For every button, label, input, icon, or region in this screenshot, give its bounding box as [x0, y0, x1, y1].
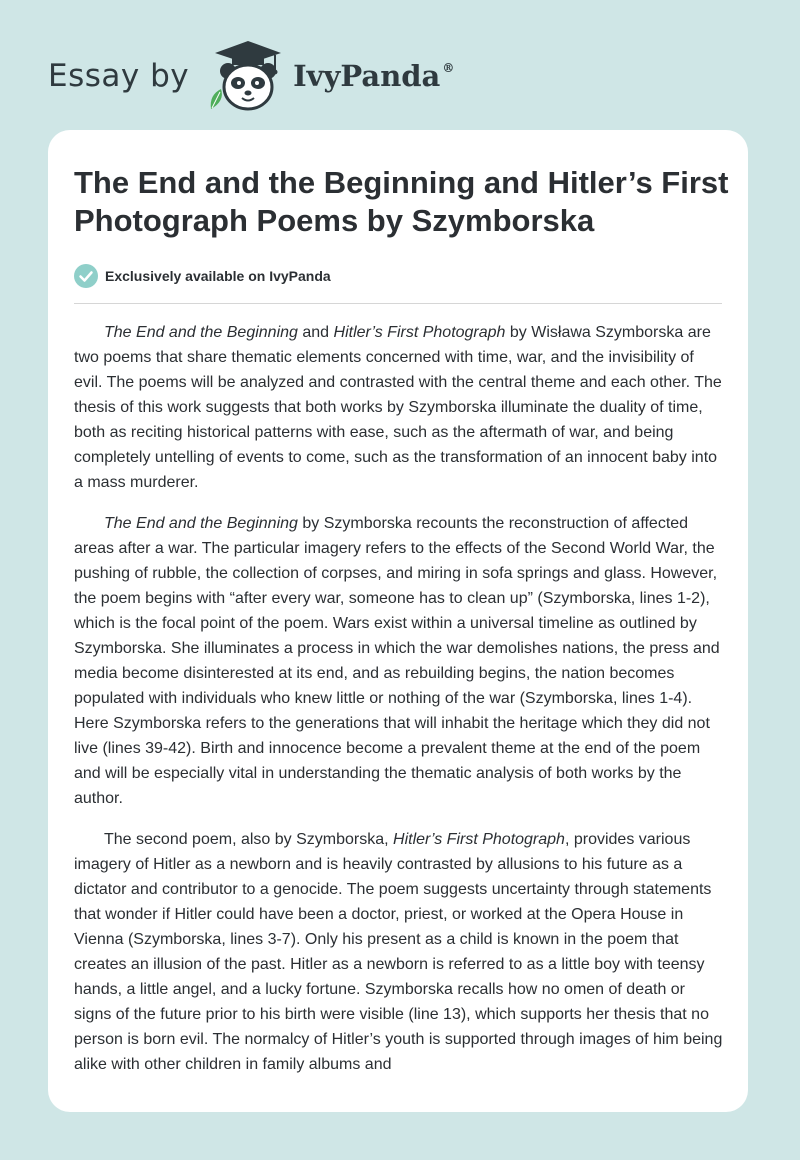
exclusive-badge [74, 264, 331, 288]
paragraph-text: The second poem, also by Szymborska, [104, 831, 394, 848]
exclusive-label: Exclusively available on IvyPanda [105, 268, 331, 284]
paragraph-text: and [297, 324, 334, 341]
paragraph-3 [74, 827, 726, 1077]
essay-title: The End and the Beginning and Hitler’s First Photograph Poems by Szymborska [74, 165, 729, 238]
panda-mascot-icon [205, 37, 291, 115]
registered-mark: ® [442, 61, 455, 75]
poem-title: The End and the Beginning [104, 324, 298, 341]
ivypanda-wordmark [293, 59, 454, 93]
poem-title: Hitler’s First Photograph [333, 324, 506, 341]
paragraph-text: by Wisława Szymborska are two poems that share thematic elements concerned with time, war, and the invisibility of evil. The poems will be analyzed and contrasted with the central theme and each other. The thesis of this work suggests that both works by Szymborska illuminate the duality of time, both as reciting historical patterns with ease, such as the aftermath of war, and being completely untelling of events to come, such as the transformation of an innocent baby into a mass murderer. [74, 324, 722, 491]
poem-title: Hitler’s First Photograph [393, 831, 565, 848]
check-circle-icon [74, 264, 98, 288]
essay-card [48, 130, 748, 1112]
divider [74, 303, 722, 304]
brand-name-text: IvyPanda [293, 59, 441, 93]
paragraph-2 [74, 511, 726, 811]
poem-title: The End and the Beginning [104, 515, 298, 532]
site-brand[interactable] [48, 36, 454, 116]
paragraph-1 [74, 320, 726, 495]
paragraph-text: by Szymborska recounts the reconstruction of affected areas after a war. The particular imagery refers to the effects of the Second World War, the pushing of rubble, the collection of corpses, and miring in sofa springs and glass. However, the poem begins with “after every war, someone has to clean up” (Szymborska, lines 1-2), which is the focal point of the poem. Wars exist within a universal timeline as outlined by Szymborska. She illuminates a process in which the war demolishes nations, the press and media become disinterested at its end, and as rebuilding begins, the nation becomes populated with individuals who knew little or nothing of the war (Szymborska, lines 1-4). Here Szymborska refers to the generations that will inhabit the heritage which they did not live (lines 39-42). Birth and innocence become a prevalent theme at the end of the poem and will be especially vital in understanding the thematic analysis of both works by the author. [74, 515, 720, 807]
paragraph-text: , provides various imagery of Hitler as a newborn and is heavily contrasted by allusions to his future as a dictator and contributor to a genocide. The poem suggests uncertainty through statements that wonder if Hitler could have been a doctor, priest, or worked at the Opera House in Vienna (Szymborska, lines 3-7). Only his present as a child is known in the poem that creates an illusion of the past. Hitler as a newborn is referred to as a little boy with teensy hands, a little angel, and a lucky fortune. Szymborska recalls how no omen of death or signs of the future prior to his birth were visible (line 13), which supports her thesis that no person is born evil. The normalcy of Hitler’s youth is supported through images of him being alike with other children in family albums and [74, 831, 723, 1073]
essay-by-label: Essay by [48, 58, 190, 94]
essay-body [74, 320, 726, 1093]
